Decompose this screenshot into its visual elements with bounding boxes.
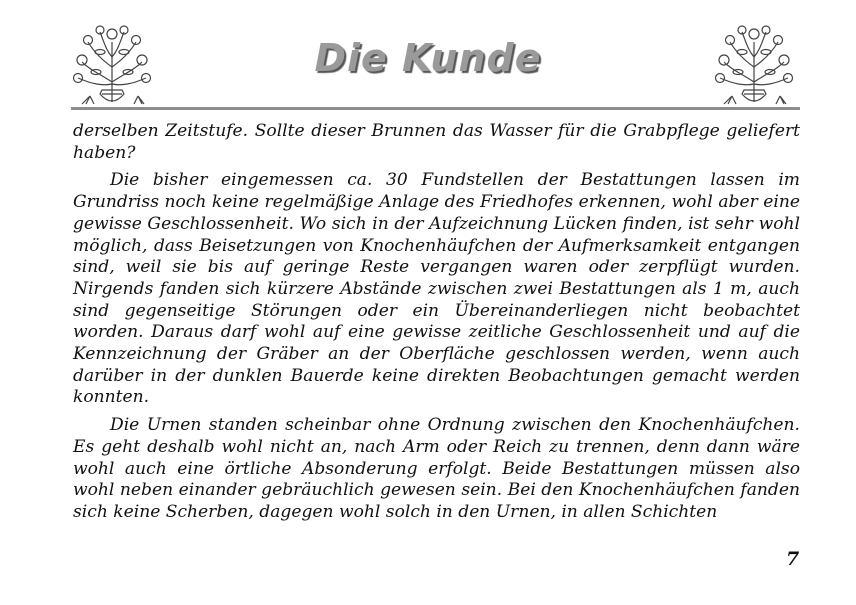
header-divider <box>71 107 800 110</box>
page-title: Die Kunde <box>314 36 542 80</box>
paragraph: derselben Zeitstufe. Sollte dieser Brunnen das Wasser für die Grabpflege geliefert haben? <box>73 121 800 163</box>
paragraph: Die Urnen standen scheinbar ohne Ordnung zwischen den Knochenhäufchen. Es geht deshalb wohl nicht an, nach Arm oder Reich zu trennen, denn dann wäre wohl auch eine örtliche Absonderung erfolgt. Beide Bestattungen müssen also wohl neben einander gebräuchlich gewesen sein. Bei den Knochenhäufchen fanden sich keine Scherben, dagegen wohl solch in den Urnen, in allen Schichten <box>73 415 800 522</box>
paragraph: Die bisher eingemessen ca. 30 Fundstellen der Bestattungen lassen im Grundriss noch keine regelmäßige Anlage des Friedhofes erkennen, wohl aber eine gewisse Geschlossenheit. Wo sich in der Aufzeichnung Lücken finden, ist sehr wohl möglich, dass Beisetzungen von Knochenhäufchen der Aufmerksamkeit entgangen sind, weil sie bis auf geringe Reste vergangen waren oder zerpflügt wurden. Nirgends fanden sich kürzere Abstände zwischen zwei Bestattungen als 1 m, auch sind gegenseitige Störungen oder ein Übereinanderliegen nicht beobachtet worden. Daraus darf wohl auf eine gewisse zeitliche Geschlossenheit und auf die Kennzeichnung der Gräber an der Oberfläche geschlossen werden, wenn auch darüber in der dunklen Bauerde keine direkten Beobachtungen gemacht werden konnten. <box>73 170 800 408</box>
page-number: 7 <box>786 548 800 570</box>
body-text <box>73 121 800 530</box>
